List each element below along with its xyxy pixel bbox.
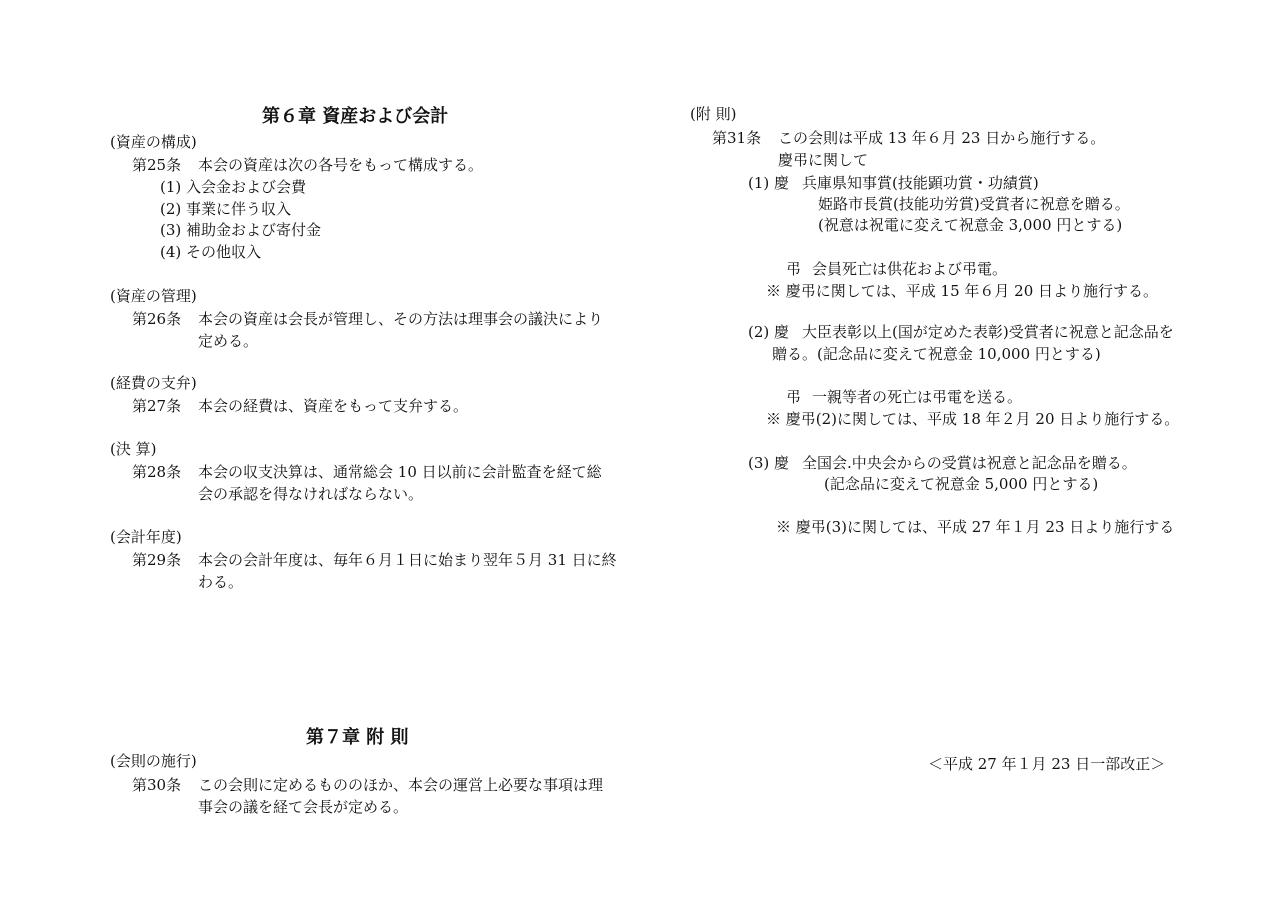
- condolence-label: 弔: [786, 388, 802, 406]
- list-item: (3) 補助金および寄付金: [160, 221, 322, 239]
- article-number: 第30条: [132, 776, 182, 794]
- article-number: 第27条: [132, 397, 182, 415]
- section-heading: (会計年度): [110, 528, 182, 546]
- appendix-item-text: 贈る。(記念品に変えて祝意金 10,000 円とする): [772, 345, 1101, 363]
- appendix-item-label: (1) 慶: [748, 174, 790, 192]
- article-text: わる。: [198, 573, 244, 591]
- section-heading: (資産の構成): [110, 133, 197, 151]
- article-number: 第25条: [132, 156, 182, 174]
- appendix-note: ※ 慶弔(3)に関しては、平成 27 年１月 23 日より施行する: [776, 518, 1175, 536]
- article-text: 本会の会計年度は、毎年６月１日に始まり翌年５月 31 日に終: [198, 551, 617, 569]
- article-text: 本会の資産は次の各号をもって構成する。: [198, 156, 484, 174]
- condolence-label: 弔: [786, 260, 802, 278]
- section-heading: (会則の施行): [110, 752, 197, 770]
- article-number: 第29条: [132, 551, 182, 569]
- condolence-text: 一親等者の死亡は弔電を送る。: [812, 388, 1023, 406]
- article-text: 本会の収支決算は、通常総会 10 日以前に会計監査を経て総: [198, 463, 602, 481]
- section-heading: (資産の管理): [110, 287, 197, 305]
- article-number: 第26条: [132, 310, 182, 328]
- list-item: (1) 入会金および会費: [160, 178, 307, 196]
- appendix-item-label: (2) 慶: [748, 323, 790, 341]
- appendix-item-text: (記念品に変えて祝意金 5,000 円とする): [824, 475, 1099, 493]
- article-text: この会則に定めるもののほか、本会の運営上必要な事項は理: [198, 776, 604, 794]
- appendix-item-text: 全国会.中央会からの受賞は祝意と記念品を贈る。: [802, 454, 1137, 472]
- chapter6-title: 第６章 資産および会計: [262, 106, 449, 127]
- article-text: この会則は平成 13 年６月 23 日から施行する。: [778, 129, 1106, 147]
- article-text: 本会の経費は、資産をもって支弁する。: [198, 397, 469, 415]
- article-number: 第31条: [712, 129, 762, 147]
- article-text: 会の承認を得なければならない。: [198, 485, 424, 503]
- article-text: 本会の資産は会長が管理し、その方法は理事会の議決により: [198, 310, 604, 328]
- article-text: 事会の議を経て会長が定める。: [198, 798, 409, 816]
- list-item: (2) 事業に伴う収入: [160, 200, 292, 218]
- appendix-heading: (附 則): [690, 105, 737, 123]
- appendix-item-label: (3) 慶: [748, 454, 790, 472]
- appendix-item-text: 姫路市長賞(技能功労賞)受賞者に祝意を贈る。: [818, 195, 1130, 213]
- appendix-note: ※ 慶弔に関しては、平成 15 年６月 20 日より施行する。: [766, 282, 1159, 300]
- list-item: (4) その他収入: [160, 243, 262, 261]
- revision-note: ＜平成 27 年１月 23 日一部改正＞: [928, 755, 1166, 773]
- appendix-subheading: 慶弔に関して: [778, 151, 869, 169]
- section-heading: (決 算): [110, 440, 157, 458]
- appendix-item-text: 大臣表彰以上(国が定めた表彰)受賞者に祝意と記念品を: [802, 323, 1174, 341]
- section-heading: (経費の支弁): [110, 374, 197, 392]
- appendix-item-text: (祝意は祝電に変えて祝意金 3,000 円とする): [818, 216, 1123, 234]
- article-text: 定める。: [198, 332, 259, 350]
- chapter7-title: 第７章 附 則: [306, 727, 409, 748]
- appendix-item-text: 兵庫県知事賞(技能顕功賞・功績賞): [802, 174, 1039, 192]
- appendix-note: ※ 慶弔(2)に関しては、平成 18 年２月 20 日より施行する。: [766, 410, 1180, 428]
- condolence-text: 会員死亡は供花および弔電。: [812, 260, 1008, 278]
- article-number: 第28条: [132, 463, 182, 481]
